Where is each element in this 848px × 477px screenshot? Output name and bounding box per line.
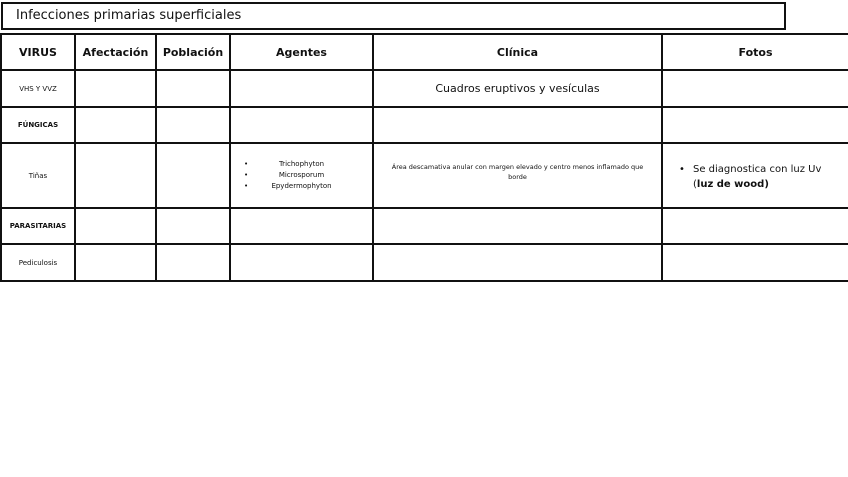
foto-note-bold: luz de wood): [696, 179, 769, 190]
empty-cell: [156, 208, 230, 244]
clinica-tinas: [373, 143, 662, 208]
infections-table: [0, 33, 848, 282]
table-row: [1, 208, 848, 244]
foto-note-text: Se diagnostica con luz Uv (: [693, 164, 822, 190]
table-row: [1, 143, 848, 208]
section-parasitarias: PARASITARIAS: [1, 208, 75, 244]
list-item: [231, 159, 372, 170]
header-virus: VIRUS: [1, 34, 75, 70]
empty-cell: [230, 208, 373, 244]
empty-cell: [156, 70, 230, 107]
bullet-icon: •: [244, 160, 249, 168]
empty-cell: [75, 70, 156, 107]
header-poblacion: Población: [156, 34, 230, 70]
list-item: [231, 170, 372, 181]
clinica-text: Área descamativa anular con margen elevado y centro menos inflamado que borde: [391, 163, 644, 181]
header-fotos: Fotos: [662, 34, 848, 70]
bullet-icon: •: [244, 182, 249, 190]
agent-name: Microsporum: [278, 171, 325, 179]
table-row: [1, 70, 848, 107]
table-row: [1, 244, 848, 281]
empty-cell: [75, 244, 156, 281]
empty-cell: [230, 107, 373, 143]
empty-cell: [156, 143, 230, 208]
section-fungicas: FÚNGICAS: [1, 107, 75, 143]
empty-cell: [662, 70, 848, 107]
empty-cell: [230, 244, 373, 281]
agent-name: Trichophyton: [278, 160, 325, 168]
list-item: [231, 181, 372, 192]
empty-cell: [662, 208, 848, 244]
header-agentes: Agentes: [230, 34, 373, 70]
document-title: Infecciones primarias superficiales: [1, 2, 786, 30]
empty-cell: [373, 208, 662, 244]
clinica-vhs: Cuadros eruptivos y vesículas: [373, 70, 662, 107]
agentes-tinas: [230, 143, 373, 208]
header-clinica: Clínica: [373, 34, 662, 70]
bullet-icon: •: [679, 164, 685, 175]
agent-name: Epydermophyton: [271, 182, 332, 190]
agent-list: [231, 159, 372, 192]
empty-cell: [662, 107, 848, 143]
foto-note: [663, 162, 848, 192]
row-label-pediculosis: Pediculosis: [1, 244, 75, 281]
empty-cell: [373, 107, 662, 143]
empty-cell: [662, 244, 848, 281]
header-row: [1, 34, 848, 70]
header-afectacion: Afectación: [75, 34, 156, 70]
row-label-vhs: VHS Y VVZ: [1, 70, 75, 107]
empty-cell: [156, 244, 230, 281]
empty-cell: [75, 208, 156, 244]
fotos-tinas: [662, 143, 848, 208]
empty-cell: [156, 107, 230, 143]
table-row: [1, 107, 848, 143]
empty-cell: [230, 70, 373, 107]
bullet-icon: •: [244, 171, 249, 179]
row-label-tinas: Tiñas: [1, 143, 75, 208]
empty-cell: [373, 244, 662, 281]
empty-cell: [75, 143, 156, 208]
empty-cell: [75, 107, 156, 143]
